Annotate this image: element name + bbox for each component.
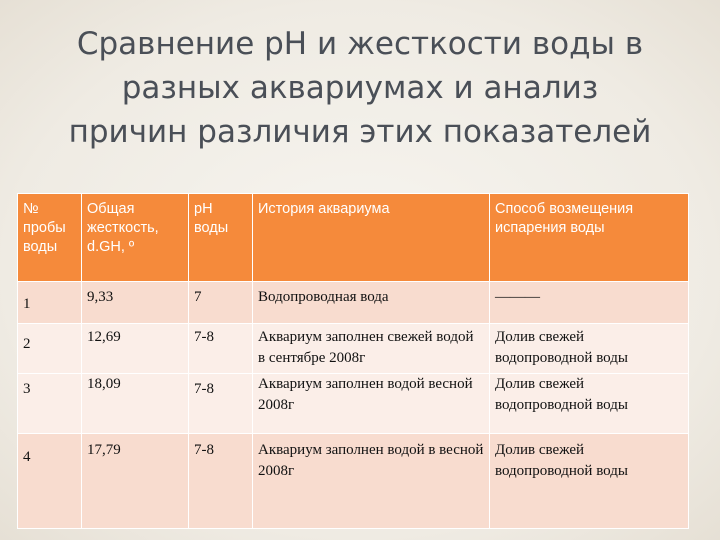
cell-evaporation-method: Долив свежей водопроводной воды <box>490 324 689 374</box>
cell-history: Аквариум заполнен водой весной 2008г <box>253 374 490 434</box>
cell-history: Аквариум заполнен водой в весной 2008г <box>253 434 490 529</box>
cell-hardness: 12,69 <box>82 324 189 374</box>
cell-history: Аквариум заполнен свежей водой в сентябре 2008г <box>253 324 490 374</box>
table-row <box>18 282 689 324</box>
cell-evaporation-method: ——— <box>490 282 689 324</box>
cell-history: Водопроводная вода <box>253 282 490 324</box>
cell-ph: 7-8 <box>189 374 253 434</box>
cell-hardness: 18,09 <box>82 374 189 434</box>
cell-sample-number: 1 <box>18 282 82 324</box>
header-evaporation-method: Способ возмещения испарения воды <box>490 194 689 282</box>
slide-title <box>20 22 700 154</box>
cell-ph: 7-8 <box>189 324 253 374</box>
cell-ph: 7 <box>189 282 253 324</box>
table-row <box>18 324 689 374</box>
cell-evaporation-method: Долив свежей водопроводной воды <box>490 374 689 434</box>
title-line-2: разных аквариумах и анализ <box>121 70 599 106</box>
title-line-1: Сравнение рН и жесткости воды в <box>76 26 644 62</box>
title-line-3: причин различия этих показателей <box>68 114 652 150</box>
header-hardness: Общая жесткость, d.GH, º <box>82 194 189 282</box>
comparison-table <box>17 193 689 529</box>
header-sample-number: № пробы воды <box>18 194 82 282</box>
table-row <box>18 434 689 529</box>
cell-ph: 7-8 <box>189 434 253 529</box>
header-history: История аквариума <box>253 194 490 282</box>
cell-hardness: 17,79 <box>82 434 189 529</box>
table-row <box>18 374 689 434</box>
header-ph: рН воды <box>189 194 253 282</box>
cell-sample-number: 2 <box>18 324 82 374</box>
cell-hardness: 9,33 <box>82 282 189 324</box>
table-header-row <box>18 194 689 282</box>
cell-evaporation-method: Долив свежей водопроводной воды <box>490 434 689 529</box>
cell-sample-number: 3 <box>18 374 82 434</box>
cell-sample-number: 4 <box>18 434 82 529</box>
